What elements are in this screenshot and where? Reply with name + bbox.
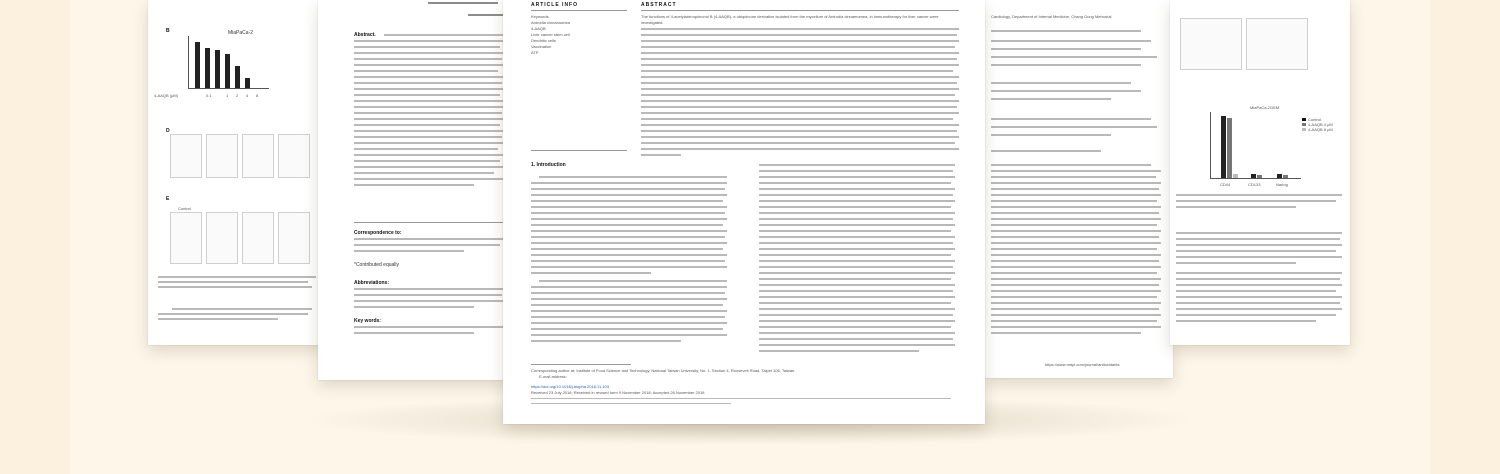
text-line	[991, 212, 1159, 214]
text-line	[1176, 302, 1340, 304]
category-label: Nanog	[1276, 182, 1288, 187]
text-line	[991, 290, 1161, 292]
text-line	[759, 260, 955, 262]
text-line	[641, 124, 959, 126]
text-line	[991, 248, 1157, 250]
text-line	[354, 160, 500, 162]
text-line	[991, 200, 1157, 202]
text-line	[1176, 250, 1336, 252]
dose-tick: 1	[226, 93, 229, 98]
dose-tick: 8	[256, 93, 259, 98]
text-line	[354, 142, 504, 144]
flow-plot	[242, 134, 274, 178]
text-line	[354, 70, 498, 72]
doi-link[interactable]: https://doi.org/10.1016/j.biopha.2018.11.103	[531, 384, 609, 389]
legend-label: 4-AAQB 4 μM	[1308, 122, 1333, 127]
text-line	[1176, 290, 1336, 292]
text-line	[641, 76, 959, 78]
text-line	[991, 170, 1161, 172]
text-line	[158, 276, 316, 278]
text-line	[641, 142, 955, 144]
text-line	[1176, 200, 1336, 202]
text-line	[641, 118, 953, 120]
text-line	[991, 236, 1159, 238]
text-line	[531, 236, 725, 238]
bar	[1221, 116, 1226, 178]
abbreviations-label: Abbreviations:	[354, 280, 390, 286]
text-line	[354, 244, 500, 246]
article-info-heading: ARTICLE INFO	[531, 2, 578, 8]
bar	[1277, 174, 1282, 178]
text-line	[641, 34, 957, 36]
text-line	[759, 266, 953, 268]
flow-plot	[206, 212, 238, 264]
text-line	[991, 272, 1157, 274]
text-line	[991, 56, 1157, 58]
figure-label-d: D	[166, 128, 170, 134]
text-line	[759, 314, 953, 316]
text-line	[991, 224, 1157, 226]
affiliation-line: Cardiology, Department of Internal Medicine, Chang Gung Memorial	[991, 14, 1112, 19]
text-line	[531, 188, 725, 190]
text-line	[759, 350, 919, 352]
text-line	[531, 200, 723, 202]
text-line	[991, 326, 1161, 328]
text-line	[158, 286, 312, 288]
text-line	[991, 176, 1156, 178]
text-line	[1176, 238, 1340, 240]
text-line	[641, 100, 959, 102]
text-line	[991, 150, 1101, 152]
paper-page-4	[985, 0, 1173, 378]
footnote-divider	[531, 364, 631, 365]
text-line	[354, 154, 504, 156]
text-line	[991, 48, 1141, 50]
text-line	[354, 82, 502, 84]
email-label: E-mail address:	[539, 374, 567, 379]
bar	[1251, 174, 1256, 178]
text-line	[991, 296, 1157, 298]
text-line	[641, 148, 959, 150]
text-line	[354, 106, 504, 108]
keyword: 4-AAQB	[531, 26, 546, 31]
text-line	[759, 212, 955, 214]
text-line	[354, 288, 504, 290]
text-line	[991, 188, 1159, 190]
text-line	[531, 292, 725, 294]
flow-plot	[170, 212, 202, 264]
marker-bar-chart	[1210, 112, 1301, 179]
text-line	[759, 254, 951, 256]
legend-swatch	[1302, 118, 1306, 121]
abstract-heading: ABSTRACT	[641, 2, 677, 8]
text-line	[759, 242, 953, 244]
text-line	[354, 76, 504, 78]
text-line	[354, 250, 464, 252]
divider	[531, 150, 627, 151]
abstract-label: Abstract.	[354, 32, 376, 38]
dose-bar-chart	[188, 36, 269, 89]
text-line	[1176, 256, 1342, 258]
dose-tick: 0.1	[206, 93, 212, 98]
text-line	[641, 58, 957, 60]
paper-page-2	[318, 0, 518, 380]
text-line	[991, 206, 1161, 208]
keyword: Antrodia cinnamomea	[531, 20, 570, 25]
text-line	[531, 272, 651, 274]
paper-page-3	[503, 0, 985, 424]
text-line	[759, 290, 953, 292]
text-line	[759, 248, 955, 250]
abstract-text: The functions of 4-acetylantroquinonol B (4-AAQB), a ubiquinone derivative isolated from the mycelium of Antrodia cinnamomea, in immunotherapy for liver cancer were investigated.	[641, 14, 939, 25]
text-line	[158, 313, 308, 315]
text-line	[759, 230, 951, 232]
text-line	[531, 310, 727, 312]
text-line	[158, 281, 308, 283]
text-line	[531, 340, 681, 342]
flow-plot	[206, 134, 238, 178]
text-line	[991, 218, 1161, 220]
text-line	[991, 182, 1161, 184]
text-line	[1176, 296, 1342, 298]
text-line	[991, 98, 1111, 100]
text-line	[991, 164, 1151, 166]
figure-label-e: E	[166, 196, 170, 202]
text-line	[531, 260, 725, 262]
legend-label: 4-AAQB 8 μM	[1308, 127, 1333, 132]
text-line	[991, 320, 1157, 322]
text-line	[531, 298, 727, 300]
text-line	[641, 136, 959, 138]
bar	[195, 42, 200, 88]
text-line	[354, 172, 494, 174]
text-line	[759, 308, 955, 310]
text-line	[641, 130, 957, 132]
text-line	[539, 176, 727, 178]
category-label: CD133	[1248, 182, 1261, 187]
bar	[1283, 175, 1288, 178]
text-line	[354, 100, 504, 102]
bar	[245, 78, 250, 88]
text-line	[991, 278, 1161, 280]
text-line	[641, 52, 959, 54]
text-line	[641, 40, 959, 42]
text-line	[354, 326, 504, 328]
text-line	[531, 212, 725, 214]
text-line	[354, 300, 504, 302]
text-line	[759, 164, 955, 166]
text-line	[531, 334, 727, 336]
keyword: Vaccination	[531, 44, 552, 49]
text-line	[759, 302, 951, 304]
bar	[225, 54, 230, 88]
text-line	[641, 112, 959, 114]
text-line	[759, 284, 955, 286]
text-line	[991, 90, 1141, 92]
text-line	[1176, 244, 1342, 246]
text-line	[354, 58, 502, 60]
text-line	[759, 218, 953, 220]
legend-swatch	[1302, 128, 1306, 131]
flow-plot	[1180, 18, 1242, 70]
text-line	[759, 278, 951, 280]
text-line	[354, 306, 474, 308]
section-heading: 1. Introduction	[531, 162, 566, 168]
figure-label-b: B	[166, 28, 170, 34]
bar	[1233, 174, 1238, 178]
keyword: Dendritic cells	[531, 38, 556, 43]
text-line	[531, 242, 727, 244]
text-line	[354, 124, 500, 126]
text-line	[991, 260, 1159, 262]
text-line	[354, 64, 504, 66]
text-line	[354, 238, 504, 240]
text-line	[354, 94, 500, 96]
text-line	[641, 46, 955, 48]
text-line	[354, 118, 504, 120]
flow-plot	[170, 134, 202, 178]
text-line	[991, 254, 1161, 256]
dose-tick: 2	[236, 93, 239, 98]
text-line	[641, 70, 953, 72]
text-line	[1176, 194, 1342, 196]
text-line	[531, 218, 727, 220]
x-axis-label: 4-AAQB (μM)	[154, 93, 179, 98]
text-line	[354, 184, 474, 186]
text-line	[991, 242, 1161, 244]
text-line	[991, 194, 1161, 196]
received-dates: Received 23 July 2018; Received in revised form 9 November 2018; Accepted 26 November 2018	[531, 390, 705, 395]
text-line	[759, 194, 953, 196]
text-line	[531, 248, 723, 250]
paper-page-5	[1170, 0, 1350, 345]
text-line	[354, 178, 504, 180]
text-line	[354, 112, 502, 114]
text-line	[1176, 320, 1316, 322]
text-line	[531, 224, 723, 226]
text-line	[539, 280, 727, 282]
text-line	[1176, 262, 1296, 264]
corresponding-note: Corresponding author at: Institute of Food Science and Technology, National Taiwan University, No. 1, Section 4, Roosevelt Road, Taipei 106, Taiwan.	[531, 368, 796, 373]
flow-plot	[242, 212, 274, 264]
text-line	[759, 320, 955, 322]
text-line	[531, 194, 727, 196]
text-line	[531, 230, 727, 232]
text-line	[641, 88, 959, 90]
text-line	[759, 188, 955, 190]
text-line	[468, 14, 508, 16]
key-words-label: Key words:	[354, 318, 381, 324]
paper-page-1	[148, 0, 326, 345]
text-line	[641, 82, 957, 84]
divider	[641, 10, 959, 11]
text-line	[759, 338, 953, 340]
text-line	[991, 308, 1159, 310]
text-line	[991, 266, 1161, 268]
flow-plot	[278, 212, 310, 264]
correspondence-label: Correspondence to:	[354, 230, 402, 236]
text-line	[759, 236, 955, 238]
divider	[354, 222, 504, 223]
text-line	[991, 332, 1141, 334]
contributed-label: *Contributed equally	[354, 262, 400, 268]
text-line	[991, 30, 1141, 32]
text-line	[991, 314, 1161, 316]
text-line	[354, 166, 504, 168]
text-line	[354, 148, 498, 150]
journal-url: https://www.mdpi.com/journal/antioxidants	[1045, 362, 1120, 367]
legend-swatch	[1302, 123, 1306, 126]
text-line	[759, 272, 955, 274]
text-line	[991, 82, 1131, 84]
legend-label: Control	[1308, 117, 1321, 122]
text-line	[531, 403, 731, 404]
bar	[215, 50, 220, 88]
bar	[235, 66, 240, 88]
text-line	[354, 294, 502, 296]
text-line	[531, 266, 727, 268]
bar	[1257, 175, 1262, 178]
text-line	[641, 94, 955, 96]
divider	[531, 10, 627, 11]
keyword: ATP	[531, 50, 539, 55]
text-line	[1176, 232, 1342, 234]
text-line	[1176, 314, 1336, 316]
text-line	[991, 40, 1151, 42]
text-line	[991, 302, 1161, 304]
figure-title: MiaPaCa-2GEM	[1250, 105, 1280, 110]
text-line	[991, 126, 1157, 128]
text-line	[1176, 284, 1342, 286]
text-line	[641, 64, 959, 66]
text-line	[354, 136, 502, 138]
text-line	[354, 88, 504, 90]
text-line	[759, 206, 951, 208]
flow-plot	[278, 134, 310, 178]
text-line	[531, 182, 727, 184]
text-line	[531, 398, 951, 399]
keyword: Keywords	[531, 14, 549, 19]
text-line	[428, 2, 498, 4]
text-line	[759, 182, 951, 184]
text-line	[1176, 272, 1342, 274]
text-line	[991, 64, 1141, 66]
text-line	[1176, 206, 1296, 208]
text-line	[384, 34, 504, 36]
text-line	[531, 316, 725, 318]
text-line	[759, 200, 955, 202]
text-line	[531, 254, 727, 256]
text-line	[991, 118, 1151, 120]
text-line	[759, 296, 955, 298]
text-line	[1176, 308, 1342, 310]
text-line	[531, 328, 723, 330]
text-line	[759, 332, 955, 334]
bar	[1227, 118, 1232, 178]
text-line	[354, 130, 504, 132]
text-line	[641, 28, 959, 30]
text-line	[354, 46, 500, 48]
text-line	[991, 230, 1161, 232]
text-line	[759, 170, 953, 172]
text-line	[759, 326, 951, 328]
text-line	[354, 52, 504, 54]
keyword: Liver cancer stem cell	[531, 32, 570, 37]
bar	[205, 48, 210, 88]
text-line	[991, 284, 1159, 286]
dose-tick: 4	[246, 93, 249, 98]
figure-series-label: MiaPaCa-2	[228, 30, 254, 36]
text-line	[641, 154, 681, 156]
text-line	[158, 318, 278, 320]
text-line	[354, 40, 504, 42]
control-label: Control	[178, 206, 191, 211]
text-line	[1176, 278, 1340, 280]
text-line	[531, 322, 727, 324]
text-line	[531, 206, 727, 208]
text-line	[172, 308, 312, 310]
text-line	[759, 176, 955, 178]
text-line	[759, 344, 955, 346]
text-line	[354, 332, 474, 334]
text-line	[759, 224, 955, 226]
text-line	[641, 106, 957, 108]
text-line	[991, 134, 1111, 136]
category-label: CD44	[1220, 182, 1231, 187]
text-line	[531, 286, 727, 288]
text-line	[531, 304, 723, 306]
flow-plot	[1246, 18, 1308, 70]
